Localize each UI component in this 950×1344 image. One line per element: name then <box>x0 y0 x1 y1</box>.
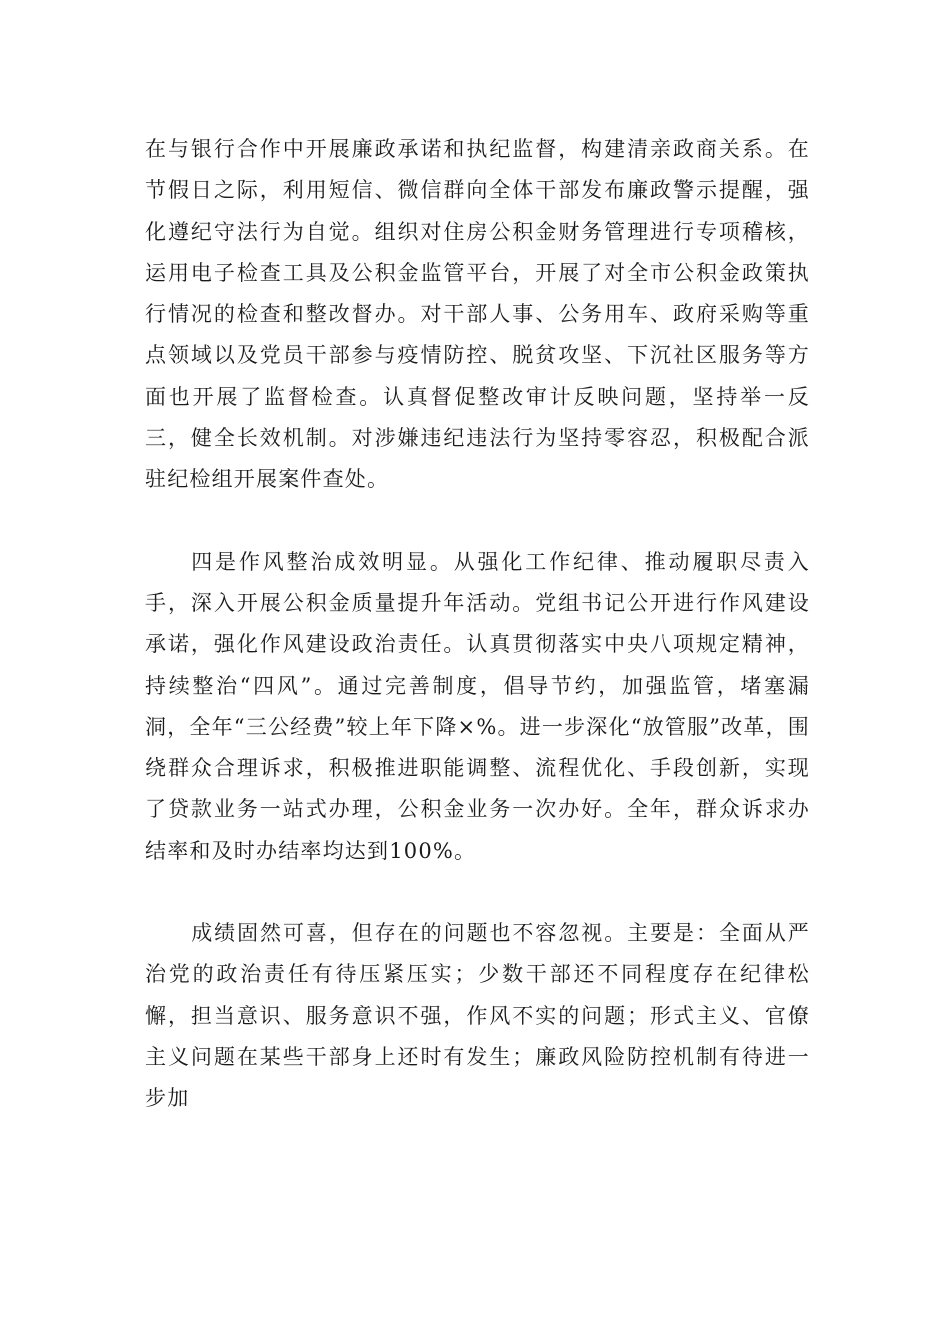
paragraph-work-style: 四是作风整治成效明显。从强化工作纪律、推动履职尽责入手，深入开展公积金质量提升年活动。党组书记公开进行作风建设承诺，强化作风建设政治责任。认真贯彻落实中央八项规定精神，持续整治“四风”。通过完善制度，倡导节约，加强监管，堵塞漏洞，全年“三公经费”较上年下降×%。进一步深化“放管服”改革，围绕群众合理诉求，积极推进职能调整、流程优化、手段创新，实现了贷款业务一站式办理，公积金业务一次办好。全年，群众诉求办结率和及时办结率均达到100%。 <box>145 549 810 863</box>
paragraph-problems: 成绩固然可喜，但存在的问题也不容忽视。主要是：全面从严治党的政治责任有待压紧压实；少数干部还不同程度存在纪律松懈，担当意识、服务意识不强，作风不实的问题；形式主义、官僚主义问题在某些干部身上还时有发生；廉政风险防控机制有待进一步加 <box>145 921 810 1111</box>
paragraph-supervision: 在与银行合作中开展廉政承诺和执纪监督，构建清亲政商关系。在节假日之际，利用短信、微信群向全体干部发布廉政警示提醒，强化遵纪守法行为自觉。组织对住房公积金财务管理进行专项稽核，运用电子检查工具及公积金监管平台，开展了对全市公积金政策执行情况的检查和整改督办。对干部人事、公务用车、政府采购等重点领域以及党员干部参与疫情防控、脱贫攻坚、下沉社区服务等方面也开展了监督检查。认真督促整改审计反映问题，坚持举一反三，健全长效机制。对涉嫌违纪违法行为坚持零容忍，积极配合派驻纪检组开展案件查处。 <box>145 137 810 492</box>
document-body <box>145 129 810 1120</box>
